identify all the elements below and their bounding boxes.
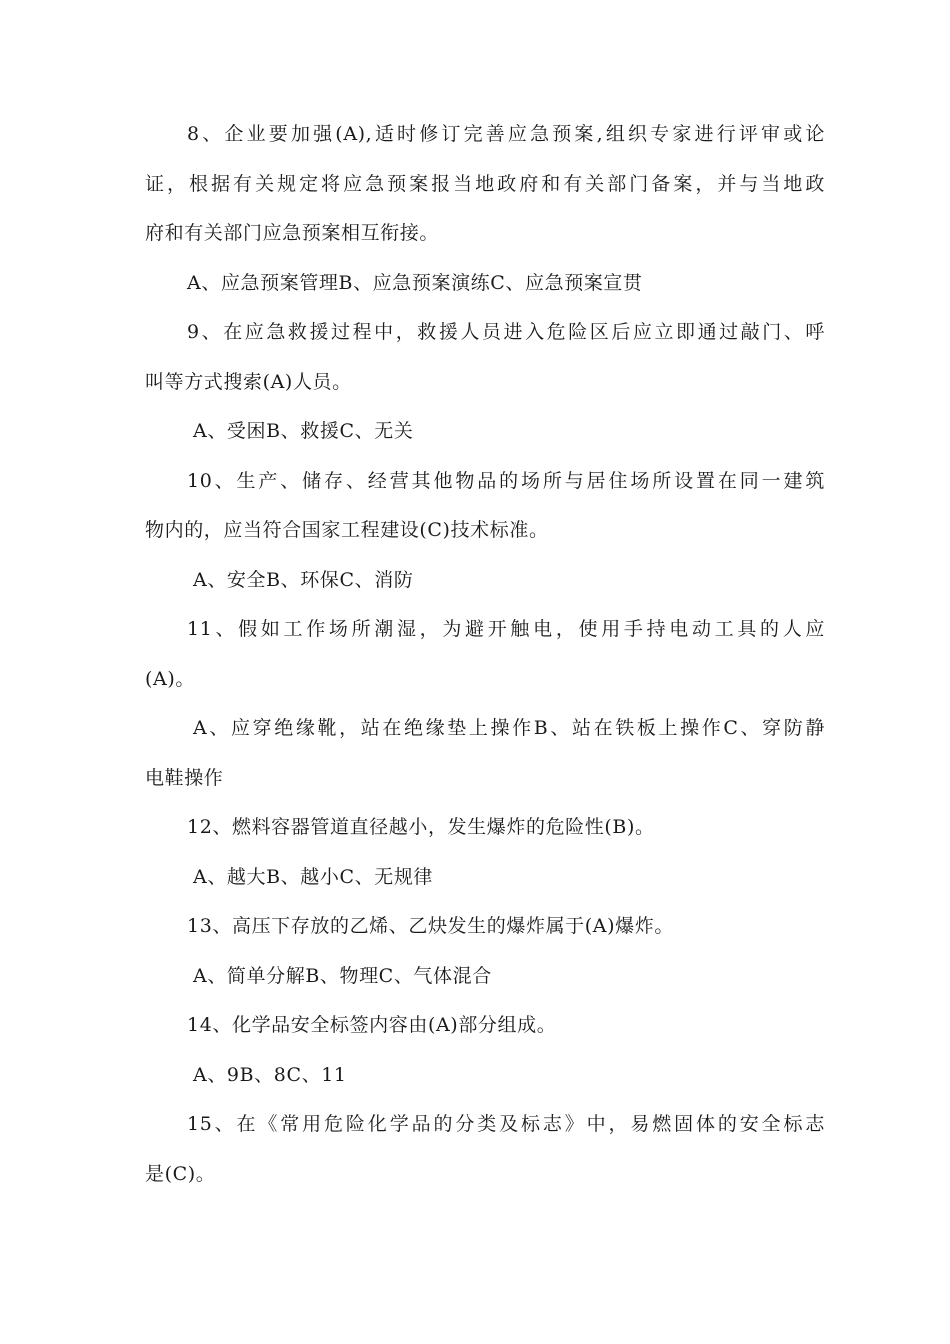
- question-14: 14、化学品安全标签内容由(A)部分组成。: [187, 1014, 557, 1036]
- question-13: 13、高压下存放的乙烯、乙炔发生的爆炸属于(A)爆炸。: [187, 915, 674, 937]
- question-15-line-1: 15、在《常用危险化学品的分类及标志》中，易燃固体的安全标志: [187, 1113, 825, 1135]
- question-11-options-line-1: A、应穿绝缘靴，站在绝缘垫上操作B、站在铁板上操作C、穿防静: [193, 717, 825, 739]
- question-9-line-2: 叫等方式搜索(A)人员。: [145, 370, 352, 393]
- question-12-options: A、越大B、越小C、无规律: [193, 865, 434, 888]
- question-11-line-1: 11、假如工作场所潮湿，为避开触电，使用手持电动工具的人应: [187, 618, 825, 640]
- question-9-options: A、受困B、救援C、无关: [193, 420, 414, 442]
- question-15-line-2: 是(C)。: [145, 1162, 216, 1185]
- question-11-options-line-2: 电鞋操作: [145, 766, 224, 789]
- question-10-line-2: 物内的，应当符合国家工程建设(C)技术标准。: [145, 519, 549, 541]
- question-10-options: A、安全B、环保C、消防: [193, 568, 414, 591]
- document-body: [145, 110, 825, 1199]
- question-8-options: A、应急预案管理B、应急预案演练C、应急预案宣贯: [187, 271, 643, 294]
- question-11-line-2: (A)。: [145, 667, 195, 690]
- question-8-line-1: 8、企业要加强(A),适时修订完善应急预案,组织专家进行评审或论: [187, 123, 825, 145]
- question-9-line-1: 9、在应急救援过程中，救援人员进入危险区后应立即通过敲门、呼: [187, 321, 825, 343]
- question-13-options: A、简单分解B、物理C、气体混合: [193, 964, 492, 987]
- question-8-line-2: 证，根据有关规定将应急预案报当地政府和有关部门备案，并与当地政: [145, 172, 825, 195]
- question-14-options: A、9B、8C、11: [193, 1063, 347, 1086]
- question-10-line-1: 10、生产、储存、经营其他物品的场所与居住场所设置在同一建筑: [187, 469, 825, 492]
- question-12: 12、燃料容器管道直径越小，发生爆炸的危险性(B)。: [187, 816, 655, 838]
- question-8-line-3: 府和有关部门应急预案相互衔接。: [145, 222, 440, 244]
